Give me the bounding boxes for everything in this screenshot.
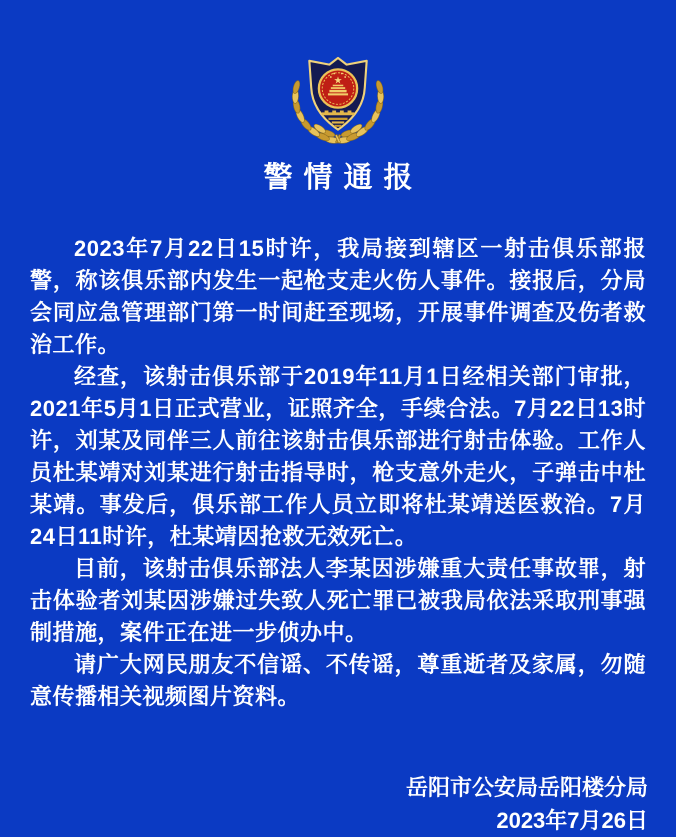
notice-body bbox=[30, 233, 646, 713]
notice-paragraph: 目前，该射击俱乐部法人李某因涉嫌重大责任事故罪，射击体验者刘某因涉嫌过失致人死亡罪已被我局依法采取刑事强制措施，案件正在进一步侦办中。 bbox=[30, 556, 646, 645]
signature-date: 2023年7月26日 bbox=[496, 808, 648, 833]
notice-paragraph: 2023年7月22日15时许，我局接到辖区一射击俱乐部报警，称该俱乐部内发生一起枪支走火伤人事件。接报后，分局会同应急管理部门第一时间赶至现场，开展事件调查及伤者救治工作。 bbox=[30, 236, 646, 357]
police-badge bbox=[0, 0, 676, 144]
notice-paragraph: 请广大网民朋友不信谣、不传谣，尊重逝者及家属，勿随意传播相关视频图片资料。 bbox=[30, 652, 646, 709]
national-emblem-icon bbox=[319, 69, 357, 107]
police-badge-icon bbox=[290, 56, 386, 144]
notice-title: 警情通报 bbox=[263, 162, 424, 194]
signature-block bbox=[0, 771, 648, 837]
notice-paragraph: 经查，该射击俱乐部于2019年11月1日经相关部门审批，2021年5月1日正式营业，证照齐全，手续合法。7月22日13时许，刘某及同伴三人前往该射击俱乐部进行射击体验。工作人员杜某靖对刘某进行射击指导时，枪支意外走火，子弹击中杜某靖。事发后，俱乐部工作人员立即将杜某靖送医救治。7月24日11时许，杜某靖因抢救无效死亡。 bbox=[30, 364, 646, 549]
signature-agency: 岳阳市公安局岳阳楼分局 bbox=[405, 775, 648, 800]
